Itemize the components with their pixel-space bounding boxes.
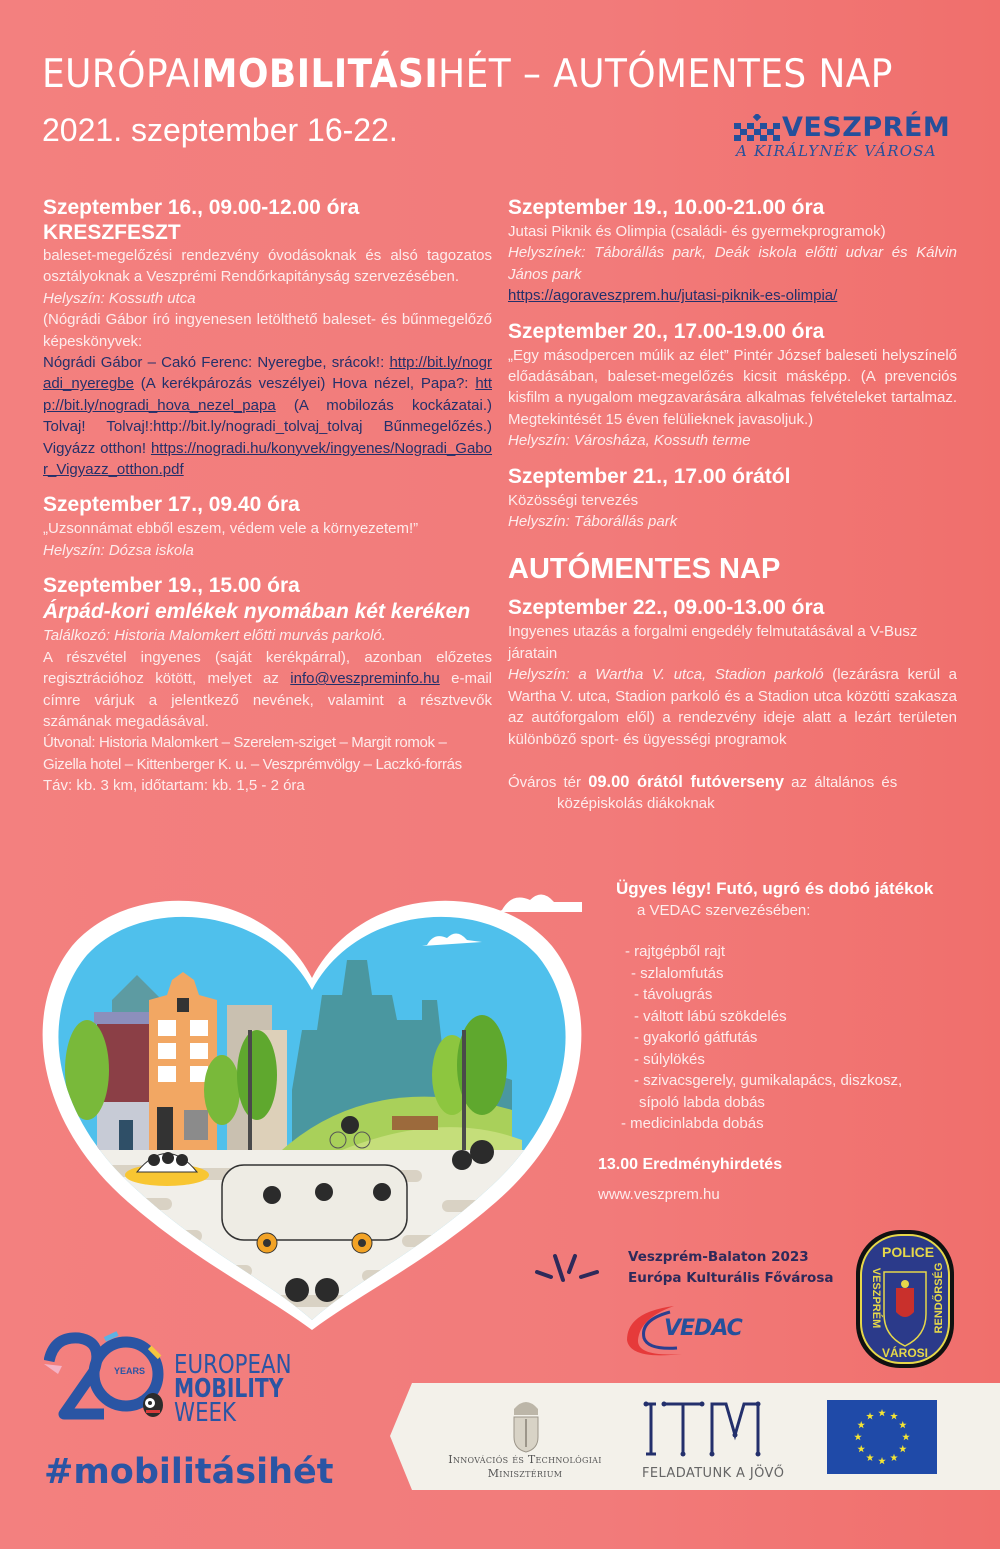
list-item: - szivacsgerely, gumikalapács, diszkosz, (634, 1072, 903, 1089)
event-heading: Szeptember 20., 17.00-19.00 óra (508, 319, 825, 343)
police-right-label: RENDŐRSÉG (933, 1262, 945, 1334)
books-text-2: (A mobilozás kockázatai.) Tolvaj! Tolvaj!:http://bit.ly/nogradi_tolvaj_tolvaj Bűnmegelőzés.) Vigyázz otthon! (43, 396, 492, 457)
list-item: sípoló labda dobás (639, 1093, 765, 1111)
vedac-heading: Ügyes légy! Futó, ugró és dobó játékok (616, 879, 934, 898)
event-heading: Szeptember 19., 15.00 óra (43, 574, 300, 598)
vedac-program (588, 878, 978, 1135)
ministry-line1: Innovációs és Technológiai (448, 1453, 602, 1466)
crown-icon (734, 114, 780, 144)
police-left-label: VESZPRÉM (870, 1267, 882, 1329)
event-heading: Szeptember 19., 10.00-21.00 óra (508, 196, 825, 219)
event-title: Árpád-kori emlékek nyomában két keréken (43, 600, 471, 624)
ecoc-line1: Veszprém-Balaton 2023 (628, 1249, 809, 1265)
veszprem-logo (734, 112, 960, 162)
vedac-subheading: a VEDAC szervezésében: (637, 901, 811, 919)
bus (222, 1165, 407, 1240)
event-location: Helyszínek: Táborállás park, Deák iskola előtti udvar és Kálvin János park (508, 244, 957, 283)
emw-years-label: YEARS (114, 1366, 146, 1376)
event-description: baleset-megelőzési rendezvény óvodásoknak és alsó tagozatos osztályoknak a Veszprémi Rendőrkapitányság szervezésében. (43, 247, 492, 286)
date-range: 2021. szeptember 16-22. (42, 112, 398, 148)
page-title (42, 52, 893, 97)
police-bottom-label: VÁROSI (882, 1346, 929, 1360)
event-description: „Uzsonnámat ebből eszem, védem vele a környezetem!” (43, 520, 419, 538)
event-description: Közösségi tervezés (508, 491, 639, 509)
veszprem-wordmark: VESZPRÉM (782, 112, 951, 143)
ecoc-line2: Európa Kulturális Fővárosa (628, 1270, 834, 1286)
email-link[interactable]: info@veszpreminfo.hu (290, 670, 440, 688)
list-item: - rajtgépből rajt (625, 943, 726, 960)
emw-line1: EUROPEAN (174, 1350, 292, 1380)
title-part-europai: EURÓPAI (42, 52, 202, 97)
ecoc-rays-icon (533, 1250, 601, 1285)
event-title: KRESZFESZT (43, 221, 181, 244)
race-audience: az általános és (784, 773, 898, 791)
event-location: Helyszín: a Wartha V. utca, Stadion parkoló (508, 666, 824, 684)
list-item: - gyakorló gátfutás (634, 1029, 758, 1046)
event-location: Helyszín: Táborállás park (508, 513, 678, 531)
vedac-wordmark: VEDAC (664, 1316, 742, 1341)
race-location: Óváros tér (508, 773, 589, 791)
police-badge (854, 1228, 956, 1370)
race-time: 09.00 órától futóverseny (588, 772, 785, 791)
bench (392, 1116, 438, 1130)
right-column (508, 194, 957, 815)
event-description: Jutasi Piknik és Olimpia (családi- és gyermekprogramok) (508, 223, 886, 240)
event-heading: Szeptember 22., 09.00-13.00 óra (508, 596, 825, 620)
list-item: - medicinlabda dobás (621, 1115, 764, 1132)
mascot-icon (140, 1388, 166, 1422)
list-item: - szlalomfutás (631, 964, 724, 982)
event-meeting: Találkozó: Historia Malomkert előtti murvás parkoló. (43, 627, 386, 645)
route: Útvonal: Historia Malomkert – Szerelem-sziget – Margit romok – Gizella hotel – Kittenberger K. u. – Veszprémvölgy – Laczkó-forrás (43, 734, 462, 773)
vedac-logo (622, 1302, 752, 1362)
registration-text: A részvétel ingyenes (saját kerékpárral), azonban előzetes regisztrációhoz kötött, melyet az (43, 648, 492, 688)
event-description: „Egy másodpercen múlik az élet” Pintér József baleseti helyszínelő előadásában, baleset-megelőzés kicsit másképp. (A prevenciós kisfilm a nyugalom megzavarására alkalmas felvételeket tartalmaz. Megtekintését 15 éven felülieknek javasoljuk.) (508, 346, 957, 428)
book-title: Nógrádi Gábor – Cakó Ferenc: Nyeregbe, srácok!: (43, 354, 385, 372)
registration-text-2: e-mail címre várjuk a jelentkező nevének, valamint a résztvevők számának megadásával. (43, 670, 492, 730)
event-note: (Nógrádi Gábor író ingyenesen letölthető baleset- és bűnmegelőző képeskönyvek: (43, 311, 492, 350)
event-location-paragraph (508, 664, 957, 750)
books-paragraph (43, 352, 492, 480)
ministry-line2: Minisztérium (487, 1467, 563, 1480)
city-heart-illustration (42, 880, 582, 1330)
lamp-post (248, 1030, 252, 1150)
hashtag: #mobilitásihét (44, 1452, 334, 1492)
link-hova-nezel[interactable]: http://bit.ly/nogradi_hova_nezel_papa (43, 375, 492, 414)
title-part-het: HÉT – AUTÓMENTES NAP (438, 52, 893, 97)
list-item: - távolugrás (634, 986, 713, 1003)
itm-tagline: FELADATUNK A JÖVŐ (642, 1466, 785, 1481)
books-text: (A kerékpározás veszélyei) Hova nézel, Papa?: (133, 375, 476, 393)
police-top-label: POLICE (882, 1244, 935, 1260)
race-info (508, 772, 957, 793)
registration-paragraph (43, 647, 492, 733)
event-heading: Szeptember 16., 09.00-12.00 óra (43, 196, 360, 219)
list-item: - súlylökés (634, 1050, 705, 1068)
car-free-day-title: AUTÓMENTES NAP (508, 553, 781, 586)
european-mobility-week-logo (44, 1326, 334, 1436)
event-heading: Szeptember 17., 09.40 óra (43, 493, 300, 517)
cyclist (341, 1116, 359, 1134)
hungarian-coat-of-arms-icon (510, 1395, 542, 1453)
results-announcement: 13.00 Eredményhirdetés (598, 1156, 783, 1173)
ministry-label (440, 1453, 610, 1481)
event-location: Helyszín: Dózsa iskola (43, 541, 194, 559)
ecoc-label (628, 1247, 833, 1289)
link-jutasi-piknik[interactable]: https://agoraveszprem.hu/jutasi-piknik-es-olimpia/ (508, 287, 838, 305)
emw-line2: MOBILITY (174, 1374, 284, 1404)
event-description: Ingyenes utazás a forgalmi engedély felmutatásával a V-Busz járatain (508, 623, 918, 662)
pedestrian (452, 1150, 472, 1170)
list-item: - váltott lábú szökdelés (634, 1007, 787, 1025)
title-part-mobilitasi: MOBILITÁSI (201, 52, 439, 97)
event-location: Helyszín: Városháza, Kossuth terme (508, 432, 751, 450)
race-audience-2: középiskolás diákoknak (557, 795, 715, 813)
emw-line3: WEEK (174, 1398, 237, 1428)
event-heading: Szeptember 21., 17.00 órától (508, 464, 791, 488)
website-link[interactable]: www.veszprem.hu (598, 1186, 720, 1203)
itm-logo-icon (642, 1400, 762, 1460)
event-location: Helyszín: Kossuth utca (43, 289, 196, 307)
cloud (497, 894, 582, 912)
veszprem-tagline: A KIRÁLYNÉK VÁROSA (736, 142, 937, 160)
distance: Táv: kb. 3 km, időtartam: kb. 1,5 - 2 óra (43, 777, 305, 795)
link-vigyazz-otthon[interactable]: https://nogradi.hu/konyvek/ingyenes/Nogradi_Gabor_Vigyazz_otthon.pdf (43, 439, 492, 479)
closure-note: (lezárásra kerül a Wartha V. utca, Stadion parkoló és a Stadion utca közötti szakasza az autóforgalom elől) a rendezvény ideje alatt a lezárt területen különböző sport- és ügyességi programok (508, 666, 958, 748)
left-column (43, 194, 492, 797)
link-nyeregbe[interactable]: http://bit.ly/nogradi_nyeregbe (43, 354, 492, 393)
sponsor-banner (390, 1383, 1000, 1490)
eu-flag-icon (827, 1400, 937, 1474)
